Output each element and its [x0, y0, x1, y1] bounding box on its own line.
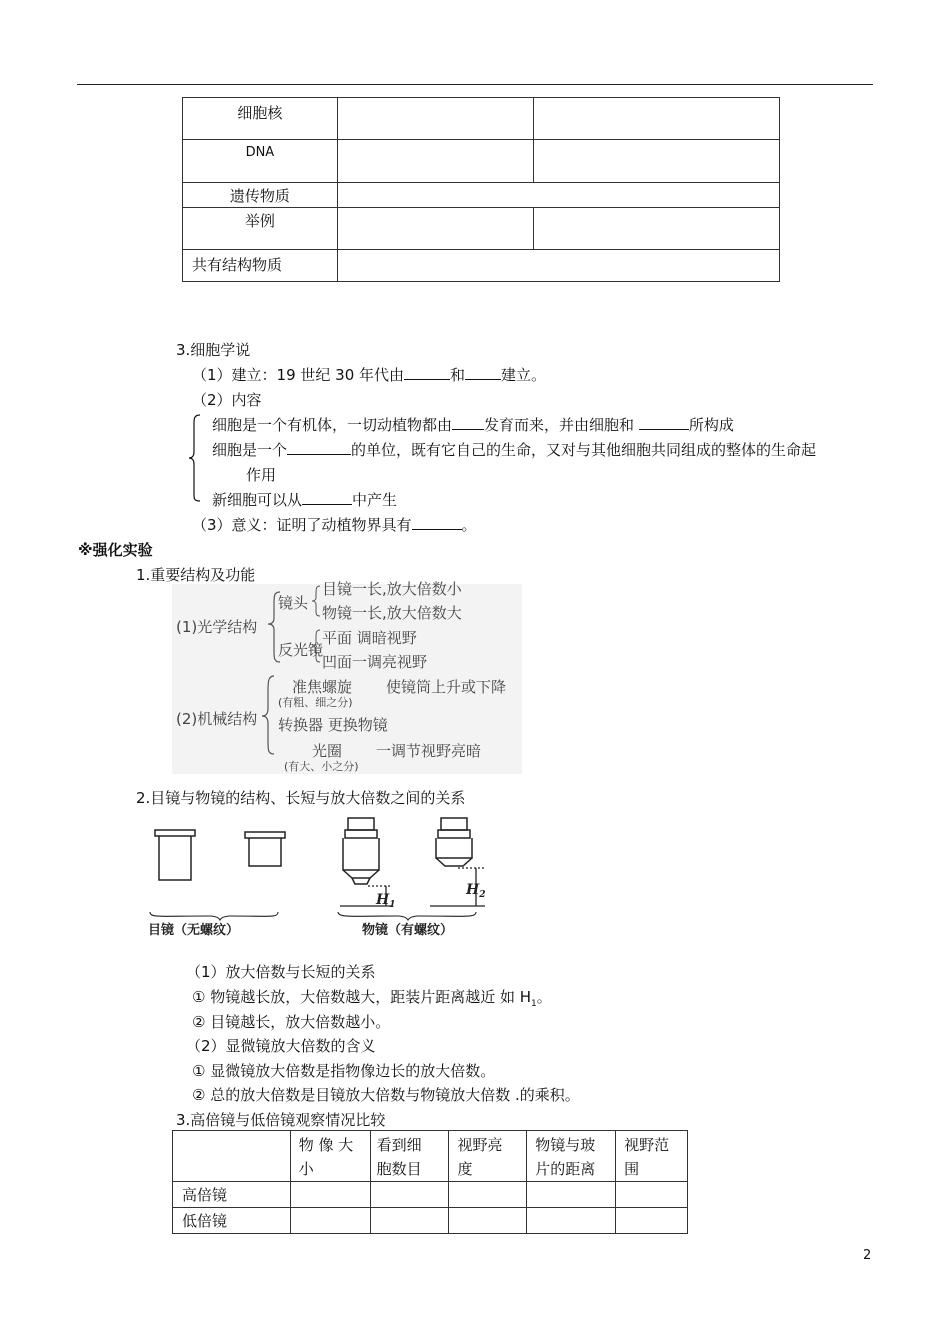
h1-label: $H_1$ — [376, 892, 396, 910]
table-cell — [290, 1182, 370, 1208]
eyepiece-note: 目镜一长,放大倍数小 — [322, 580, 462, 598]
objective-note: 物镜一长,放大倍数大 — [322, 604, 462, 622]
magnification-comparison-table — [172, 1130, 688, 1234]
cell-theory-content-3: 新细胞可以从 中产生 — [212, 491, 398, 509]
table-cell — [370, 1182, 449, 1208]
objective-caption: 物镜（有螺纹） — [362, 923, 454, 938]
table-header-cell: 物镜与玻 片的距离 — [527, 1131, 616, 1182]
table-row-label: 低倍镜 — [173, 1208, 291, 1234]
short-eyepiece-icon — [245, 832, 285, 866]
cell-comparison-table — [182, 97, 780, 282]
microscope-structure-diagram — [172, 580, 522, 774]
aperture-note: (有大、小之分) — [284, 760, 359, 773]
cell-theory-item1: （1）建立：19 世纪 30 年代由 和 建立。 — [192, 366, 547, 384]
magnification-point-1: ① 显微镜放大倍数是指物像边长的放大倍数。 — [192, 1062, 496, 1080]
mirror-label: 反光镜 — [278, 641, 324, 659]
experiment-heading: ※强化实验 — [78, 541, 153, 559]
focus-knob-note: (有粗、细之分) — [278, 696, 353, 709]
magnification-point-2: ② 总的放大倍数是目镜放大倍数与物镜放大倍数 .的乘积。 — [192, 1086, 580, 1104]
table-cell — [616, 1182, 688, 1208]
cell-theory-content-2-cont: 作用 — [246, 466, 277, 484]
table-cell — [449, 1182, 527, 1208]
cell-theory-item3: （3）意义：证明了动植物界具有 。 — [192, 516, 477, 534]
table-row-label: 细胞核 — [183, 98, 338, 140]
long-objective-icon — [343, 818, 379, 884]
table-row-label: 高倍镜 — [173, 1182, 291, 1208]
focus-knob-label: 准焦螺旋 — [292, 678, 353, 696]
relation-point-2: ② 目镜越长，放大倍数越小。 — [192, 1013, 391, 1031]
table-row-label: 遗传物质 — [183, 183, 338, 208]
table-cell — [534, 140, 780, 183]
distance-markers — [340, 868, 485, 906]
experiment-sub2: 2.目镜与物镜的结构、长短与放大倍数之间的关系 — [136, 789, 466, 807]
objective-brace — [338, 912, 476, 920]
cell-theory-content-2: 细胞是一个 的单位，既有它自己的生命，又对与其他细胞共同组成的整体的生命起 — [212, 441, 817, 459]
relation-heading: （1）放大倍数与长短的关系 — [186, 963, 376, 981]
table-cell — [337, 208, 534, 250]
cell-theory-heading: 3.细胞学说 — [176, 341, 251, 359]
magnification-heading: （2）显微镜放大倍数的含义 — [186, 1037, 376, 1055]
table-cell — [337, 250, 779, 282]
focus-knob-function: 使镜筒上升或下降 — [386, 678, 507, 696]
table-cell — [337, 140, 534, 183]
long-eyepiece-icon — [155, 830, 195, 880]
cell-theory-item2: （2）内容 — [192, 391, 262, 409]
table-header-cell: 看到细 胞数目 — [370, 1131, 449, 1182]
table-cell — [616, 1208, 688, 1234]
eyepiece-caption: 目镜（无螺纹） — [148, 923, 240, 938]
mirror-flat-note: 平面 调暗视野 — [322, 629, 417, 647]
experiment-sub3: 3.高倍镜与低倍镜观察情况比较 — [176, 1111, 386, 1129]
lens-figure — [140, 808, 500, 943]
table-row-label: 共有结构物质 — [183, 250, 338, 282]
aperture-label: 光圈 — [312, 742, 343, 760]
optical-structure-label: (1)光学结构 — [176, 618, 258, 636]
table-header-cell: 视野亮 度 — [449, 1131, 527, 1182]
mechanical-structure-label: (2)机械结构 — [176, 710, 258, 728]
table-cell — [290, 1208, 370, 1234]
page-number: 2 — [863, 1248, 872, 1263]
relation-point-1: ① 物镜越长放，大倍数越大，距装片距离越近 如 $H_1$。 — [192, 988, 552, 1009]
brace-icon — [188, 414, 202, 502]
table-cell — [534, 208, 780, 250]
table-cell — [337, 183, 779, 208]
table-row-label: DNA — [183, 140, 338, 183]
short-objective-icon — [436, 818, 472, 866]
table-cell — [337, 98, 534, 140]
mirror-concave-note: 凹面一调亮视野 — [322, 653, 428, 671]
table-header-cell: 物 像 大 小 — [290, 1131, 370, 1182]
eyepiece-brace — [150, 912, 278, 920]
table-header-cell: 视野范 围 — [616, 1131, 688, 1182]
cell-theory-content-1: 细胞是一个有机体，一切动植物都由 发育而来，并由细胞和 所构成 — [212, 416, 734, 434]
table-cell — [370, 1208, 449, 1234]
experiment-sub1: 1.重要结构及功能 — [136, 566, 256, 584]
aperture-function: 一调节视野亮暗 — [376, 742, 482, 760]
table-cell — [527, 1208, 616, 1234]
table-cell — [449, 1208, 527, 1234]
h2-label: $H_2$ — [466, 882, 486, 900]
header-rule — [77, 84, 873, 85]
table-cell — [534, 98, 780, 140]
table-header-cell — [173, 1131, 291, 1182]
table-row-label: 举例 — [183, 208, 338, 250]
lens-label: 镜头 — [278, 594, 309, 612]
table-cell — [527, 1182, 616, 1208]
turret-label: 转换器 更换物镜 — [278, 716, 388, 734]
